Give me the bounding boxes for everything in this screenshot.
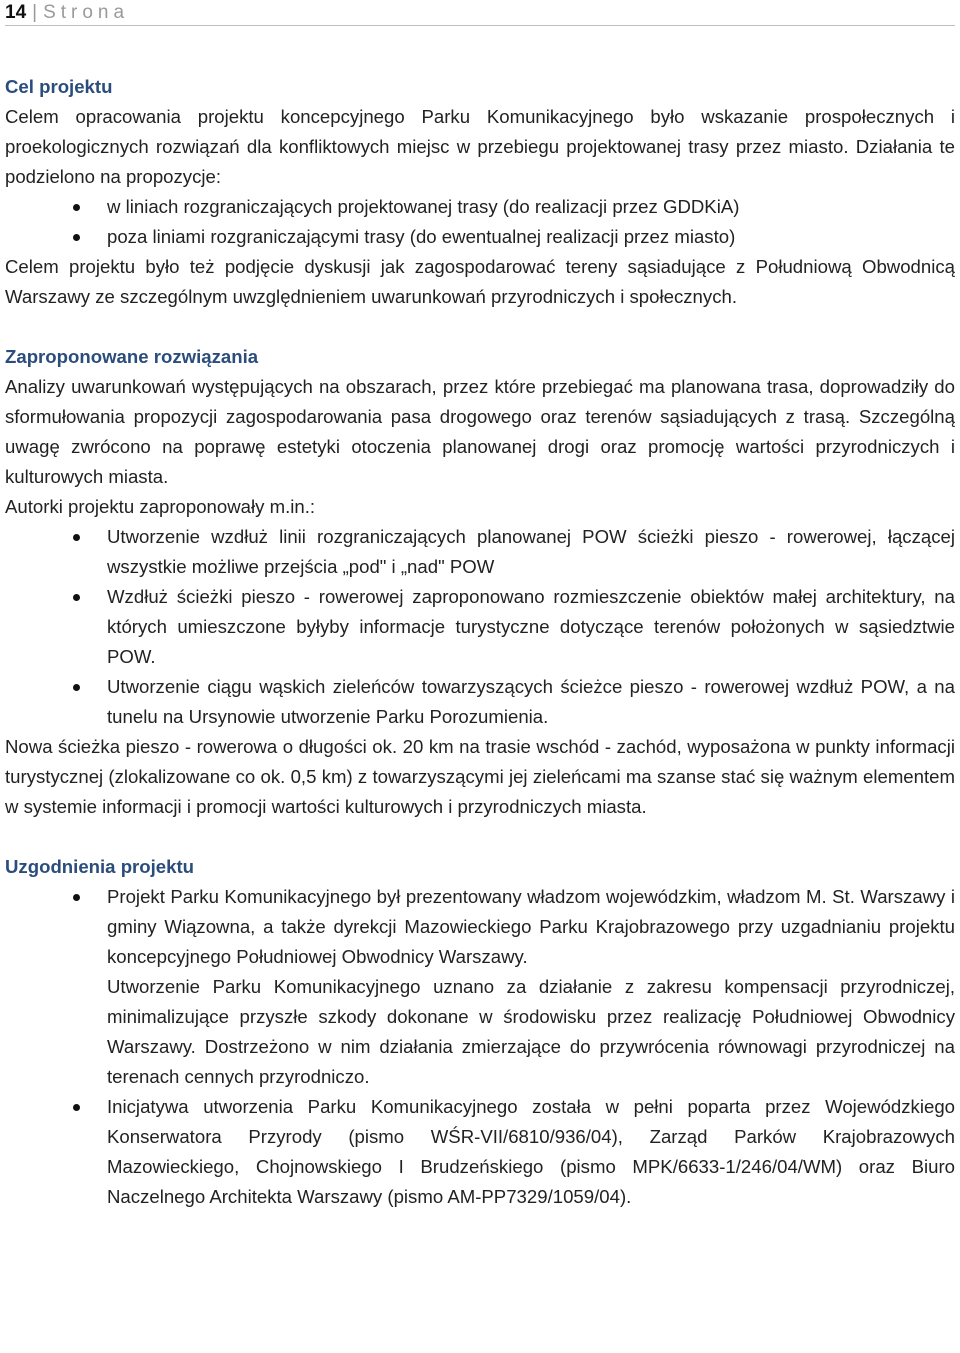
page-number: 14 — [5, 2, 27, 23]
bullet-list — [5, 192, 955, 252]
list-item: poza liniami rozgraniczającymi trasy (do ewentualnej realizacji przez miasto) — [5, 222, 955, 252]
list-item: Projekt Parku Komunikacyjnego był prezentowany władzom wojewódzkim, władzom M. St. Warszawy i gminy Wiązowna, a także dyrekcji Mazowieckiego Parku Krajobrazowego przy uzgadnianiu projektu koncepcyjnego Południowej Obwodnicy Warszawy. — [5, 882, 955, 972]
section-zaproponowane-rozwiazania — [5, 342, 955, 822]
header-separator: | — [32, 2, 38, 23]
page-word: Strona — [43, 2, 130, 23]
bullet-icon — [73, 684, 80, 691]
bullet-icon — [73, 1104, 80, 1111]
bullet-icon — [73, 234, 80, 241]
bullet-icon — [73, 894, 80, 901]
list-item-continuation: Utworzenie Parku Komunikacyjnego uznano za działanie z zakresu kompensacji przyrodniczej, minimalizujące przyszłe szkody dokonane w środowisku przez realizację Południowej Obwodnicy Warszawy. Dostrzeżono w nim działania zmierzające do przywrócenia równowagi przyrodniczej na terenach cennych przyrodniczo. — [107, 976, 955, 1087]
bullet-icon — [73, 594, 80, 601]
bullet-icon — [73, 534, 80, 541]
list-item: w liniach rozgraniczających projektowanej trasy (do realizacji przez GDDKiA) — [5, 192, 955, 222]
paragraph: Celem projektu było też podjęcie dyskusji jak zagospodarować tereny sąsiadujące z Południową Obwodnicą Warszawy ze szczególnym uwzględnieniem uwarunkowań przyrodniczych i społecznych. — [5, 256, 955, 307]
section-uzgodnienia-projektu — [5, 852, 955, 1212]
paragraph: Analizy uwarunkowań występujących na obszarach, przez które przebiegać ma planowana trasa, doprowadziły do sformułowania propozycji zagospodarowania pasa drogowego oraz terenów sąsiadujących z trasą. Szczególną uwagę zwrócono na poprawę estetyki otoczenia planowanej drogi oraz promocję wartości przyrodniczych i kulturowych miasta. — [5, 376, 955, 487]
section-title: Cel projektu — [5, 76, 113, 97]
paragraph: Celem opracowania projektu koncepcyjnego Parku Komunikacyjnego było wskazanie prospołecznych i proekologicznych rozwiązań dla konfliktowych miejsc w przebiegu projektowanej trasy przez miasto. Działania te podzielono na propozycje: — [5, 106, 955, 187]
page-header — [5, 1, 955, 26]
bullet-icon — [73, 204, 80, 211]
paragraph: Nowa ścieżka pieszo - rowerowa o długości ok. 20 km na trasie wschód - zachód, wyposażona w punkty informacji turystycznej (zlokalizowane co ok. 0,5 km) z towarzyszącymi jej zieleńcami ma szanse stać się ważnym elementem w systemie informacji i promocji wartości kulturowych i przyrodniczych miasta. — [5, 736, 955, 817]
paragraph: Autorki projektu zaproponowały m.in.: — [5, 496, 316, 517]
bullet-list — [5, 522, 955, 732]
document-page — [5, 0, 955, 1212]
list-item: Inicjatywa utworzenia Parku Komunikacyjnego została w pełni poparta przez Wojewódzkiego Konserwatora Przyrody (pismo WŚR-VII/6810/936/04), Zarząd Parków Krajobrazowych Mazowieckiego, Chojnowskiego I Brudzeńskiego (pismo MPK/6633-1/246/04/WM) oraz Biuro Naczelnego Architekta Warszawy (pismo AM-PP7329/1059/04). — [5, 1092, 955, 1212]
list-item: Wzdłuż ścieżki pieszo - rowerowej zaproponowano rozmieszczenie obiektów małej architektury, na których umieszczone byłyby informacje turystyczne dotyczące terenów położonych w sąsiedztwie POW. — [5, 582, 955, 672]
list-item: Utworzenie wzdłuż linii rozgraniczających planowanej POW ścieżki pieszo - rowerowej, łączącej wszystkie możliwe przejścia „pod" i „nad" POW — [5, 522, 955, 582]
section-title: Uzgodnienia projektu — [5, 856, 195, 877]
section-cel-projektu — [5, 72, 955, 312]
bullet-list — [5, 1092, 955, 1212]
list-item: Utworzenie ciągu wąskich zieleńców towarzyszących ścieżce pieszo - rowerowej wzdłuż POW, a na tunelu na Ursynowie utworzenie Parku Porozumienia. — [5, 672, 955, 732]
section-title: Zaproponowane rozwiązania — [5, 346, 259, 367]
bullet-list — [5, 882, 955, 972]
document-body — [5, 72, 955, 1212]
